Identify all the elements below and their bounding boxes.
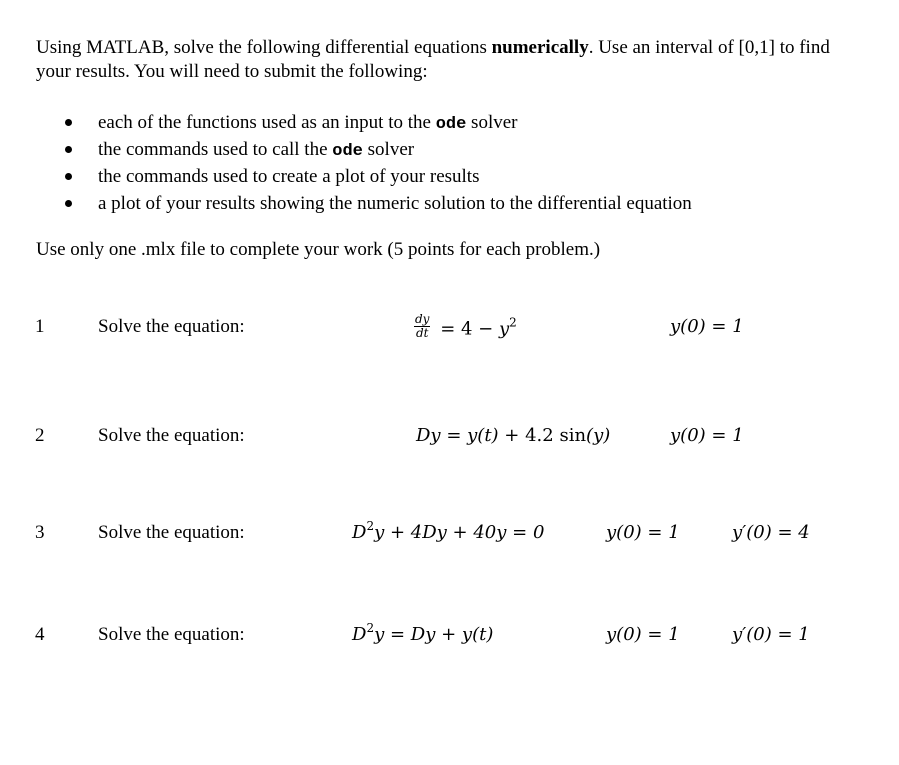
initial-condition-derivative: y′(0) = 1 [732,624,810,645]
list-item-text: a plot of your results showing the numeric solution to the differential equation [98,193,692,214]
code-term: ode [435,115,467,134]
exponent: 2 [366,621,375,635]
list-item-text: solver [362,139,415,160]
equation-rest: y = Dy + y(t) [374,624,494,645]
initial-condition: y(0) = 1 [606,522,680,543]
submission-list [62,109,692,217]
list-item-text: each of the functions used as an input to the [98,112,436,133]
equation [352,621,494,645]
initial-condition-derivative: y′(0) = 4 [732,522,810,543]
problem-3 [0,518,899,548]
equation-rest: y + 4Dy + 40y = 0 [374,522,545,543]
list-item-text: solver [466,112,518,133]
equation [416,425,610,446]
list-item-text: the commands used to call the [98,139,333,160]
bullet-icon [65,200,72,207]
problem-1 [0,312,899,342]
bullet-icon [65,146,72,153]
problem-number: 4 [35,624,45,645]
equation-argument: (y) [586,425,611,446]
problem-2 [0,421,899,451]
intro-text-start: Using MATLAB, solve the following differential equations [36,37,492,58]
initial-condition: y(0) = 1 [670,425,744,446]
equation-coefficient: 4.2 sin [525,425,587,446]
initial-condition: y(0) = 1 [606,624,680,645]
problem-number: 3 [35,522,45,543]
intro-emphasis: numerically [491,37,589,58]
initial-condition: y(0) = 1 [670,316,744,337]
list-item-text: the commands used to create a plot of your results [98,166,480,187]
problem-number: 1 [35,316,45,337]
problem-4 [0,620,899,650]
bullet-icon [65,119,72,126]
problem-label: Solve the equation: [98,624,245,645]
problem-label: Solve the equation: [98,425,245,446]
code-term: ode [332,142,363,161]
exponent: 2 [366,519,375,533]
equation-lhs: Dy = y(t) + [416,425,526,446]
file-note: Use only one .mlx file to complete your work (5 points for each problem.) [36,239,601,260]
list-item [62,190,692,217]
fraction-denominator: dt [415,326,429,340]
exponent: 2 [509,315,517,330]
problem-number: 2 [35,425,45,446]
intro-text-end: . Use an interval of [0,1] to find your results. You will need to submit the following: [36,37,830,82]
list-item [62,163,692,190]
fraction-numerator: dy [415,312,430,326]
equation-rhs: = 4 − [434,318,499,340]
problem-label: Solve the equation: [98,522,245,543]
equation [414,312,517,343]
list-item [62,109,692,136]
problem-label: Solve the equation: [98,316,245,337]
list-item [62,136,692,163]
bullet-icon [65,173,72,180]
operator-d: D [352,522,367,543]
equation-variable: y [498,318,510,340]
operator-d: D [352,624,367,645]
instructions-paragraph [36,36,856,84]
equation [352,519,545,543]
derivative-fraction [414,313,430,340]
